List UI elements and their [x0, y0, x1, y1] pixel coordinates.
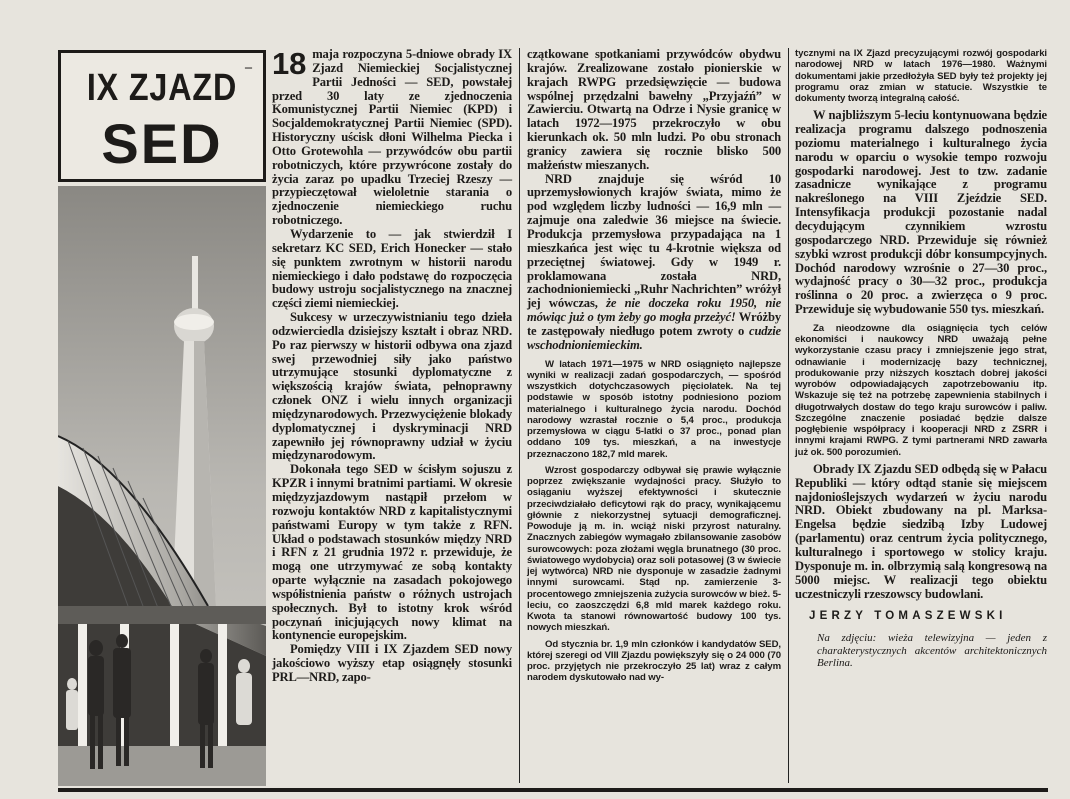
- column-divider-1: [519, 48, 520, 783]
- title-box: [58, 50, 266, 182]
- col2-small-paragraph-1: W latach 1971—1975 w NRD osiągnięto najlepsze wyniki w realizacji zadań gospodarczych, — spośród wszystkich dotychczasowych pięciolatek. Na tej podstawie w sposób istotny podniesiono poziom materialnego i kulturalnego życia narodu. Dochód narodowy wzrastał rocznie o 5,4 proc., produkcja przemysłowa w ciągu 5-latki o 37 proc., ponad plan oddano 109 tys. mieszkań, a na inwestycje przeznaczono 182,7 mld marek.: [527, 358, 781, 460]
- col2-paragraph-1: czątkowane spotkaniami przywódców obydwu krajów. Zrealizowane zostało pionierskie w krajach RWPG przedsięwzięcie — budowa wspólnej przędzalni bawełny „Przyjaźń” w Zawierciu. Otwartą na Odrze i Nysie granicę w latach 1972—1975 przekroczyło w obu kierunkach ok. 50 mln ludzi. Po obu stronach granicy zawiera się rocznie blisko 500 małżeństw mieszanych.: [527, 47, 781, 172]
- col3-small-paragraph-2: Za nieodzowne dla osiągnięcia tych celów ekonomiści i naukowcy NRD uważają pełne wykorzystanie czasu pracy i zmniejszenie jego strat, odnawianie i modernizację bazy technicznej, produkowanie przy niższych kosztach dobrej jakości wyrobów odpowiadających zapotrzebowaniu itp. Wskazuje się też na potrzebę zapewnienia stabilnych i długotrwałych dostaw do tego kraju surowców i paliw. Szczególne znaczenie posiadać będzie dalsze pogłębienie współpracy i kooperacji NRD z ZSRR i innymi krajami RWPG. Z tymi partnerami NRD zawarła już ok. 500 porozumień.: [795, 322, 1047, 458]
- col2-paragraph-2-quote-2: cudzie wschodnioniemieckim.: [527, 323, 781, 352]
- decorative-dash: –: [245, 60, 252, 75]
- col2-small-paragraph-2: Wzrost gospodarczy odbywał się prawie wyłącznie poprzez zwiększanie wydajności pracy. Służyło to osiąganiu wyższej efektywności i skutecznie przeciwdziałało deficytowi rąk do pracy, wynikającemu głównie z niekorzystnej sytuacji demograficznej. Powoduje ją m. in. wciąż niski przyrost naturalny. Znacznych zabiegów wymagało zbilansowanie zasobów surowcowych: poza złożami węgla brunatnego (30 proc. światowego wydobycia) oraz soli potasowej (3 w świecie jej wytwórca) NRD nie dysponuje w zasadzie żadnymi innymi surowcami. Stąd np. zamierzenie 3-procentowego zmniejszenia zużycia surowców w bież. 5-leciu, co zaoszczędzi 6,8 mld marek każdego roku. Kwota ta stanowi równowartość budowy 100 tys. nowych mieszkań.: [527, 464, 781, 634]
- title-line-1: IX ZJAZD: [86, 67, 238, 109]
- drop-number: 18: [272, 46, 307, 81]
- col2-paragraph-2-text-a: NRD znajduje się wśród 10 uprzemysłowionych krajów świata, mimo że pod względem liczby ludności — 16,9 mln — zajmuje ona zaledwie 36 miejsce na świecie. Produkcja przemysłowa przypadająca na 1 mieszkańca jest więc tu 4-krotnie większa od przeciętnej światowej. Gdy w 1949 r. proklamowana została NRD, zachodnioniemiecki „Ruhr Nachrichten” wróżył jej wówczas,: [527, 171, 781, 311]
- col1-paragraph-4: Dokonała tego SED w ścisłym sojuszu z KPZR i innymi bratnimi partiami. W okresie międzyzjazdowym nastąpił przełom w rozwoju kontaktów NRD z kapitalistycznymi państwami Europy w tym także z RFN. Układ o podstawach stosunków między NRD i RFN z 21 grudnia 1972 r. przewiduje, że mogą one utrzymywać ze sobą kontakty oparte wyłącznie na zasadach pokojowego współistnienia państw o różnych ustrojach społecznych. Był to istotny krok wśród poczynań inicjujących nowy klimat na kontynencie europejskim.: [272, 462, 512, 643]
- col3-paragraph-2: Obrady IX Zjazdu SED odbędą się w Pałacu Republiki — który odtąd stanie się miejscem najdonioślejszych wydarzeń w życiu narodu NRD. Obiekt zbudowany na pl. Marksa-Engelsa będzie siedzibą Izby Ludowej (parlamentu) oraz centrum życia politycznego, kulturalnego i sportowego w stolicy kraju. Dysponuje m. in. olbrzymią salą kongresową na 5000 miejsc. W realizacji tego obiektu uczestniczyli rzeszowscy budowlani.: [795, 461, 1047, 601]
- col1-paragraph-5: Pomiędzy VIII i IX Zjazdem SED nowy jakościowo wyższy etap osiągnęły stosunki PRL—NRD, zapo-: [272, 642, 512, 684]
- article-column-3: [795, 48, 1047, 670]
- col2-paragraph-2: [527, 173, 781, 353]
- col3-small-paragraph-1: tycznymi na IX Zjazd precyzującymi rozwój gospodarki narodowej NRD w latach 1976—1980. Ważnymi dokumentami jakie przedłożyła SED były też projekty jej programu oraz zmian w statucie. Wszystkie te dokumenty tworzą integralną całość.: [795, 48, 1047, 104]
- col1-paragraph-3: Sukcesy w urzeczywistnianiu tego dzieła odzwierciedla dzisiejszy kształt i obraz NRD. Po raz pierwszy w historii odbywa ona zjazd swej przewodniej siły jako państwo utrzymujące stosunki dyplomatyczne z większością krajów świata, pełnoprawny członek ONZ i wielu innych organizacji międzynarodowych. Przezwyciężenie blokady dyplomatycznej i dyskryminacji NRD zapewniło jej równoprawny udział w życiu międzynarodowym.: [272, 310, 512, 463]
- footer-rule: [58, 788, 1048, 792]
- col1-paragraph-1: maja rozpoczyna 5-dniowe obrady IX Zjazd Niemieckiej Socjalistycznej Partii Jedności — SED, powstałej przed 30 laty ze zjednoczenia Komunistycznej Partii Niemiec (KPD) i Socjaldemokratycznej Partii Niemiec (SPD). Historyczny uścisk dłoni Wilhelma Piecka i Otto Grotewohla — przywódców obu partii robotniczych, które przywrócone zostały do życia zaraz po upadku Trzeciej Rzeszy — przypieczętował wieloletnie starania o zjednoczenie niemieckiego ruchu robotniczego.: [272, 47, 512, 228]
- col3-paragraph-1: W najbliższym 5-leciu kontynuowana będzie realizacja programu dalszego podnoszenia poziomu materialnego i kulturalnego życia narodu w oparciu o wysokie tempo rozwoju gospodarki narodowej. Jest to tzw. zadanie zasadnicze wynikające z programu nakreślonego na VIII Zjeździe SED. Intensyfikacja produkcji pozostanie nadal decydującym czynnikiem wzrostu gospodarczego NRD. Przewiduje się również szybki wzrost produkcji dóbr konsumpcyjnych. Dochód narodowy wzrośnie o 27—30 proc., wydajność pracy o 30—32 proc., produkcja roślinna o 20 proc. a zwierzęca o 9 proc. Przewiduje się wybudowanie 550 tys. mieszkań.: [795, 108, 1047, 317]
- col2-paragraph-2-text-b: Wróżby te zastępowały niedługo potem zwroty o: [527, 310, 781, 338]
- photo-tv-tower: [58, 186, 266, 786]
- title-line-2: SED: [101, 112, 223, 175]
- col2-paragraph-2-quote: że nie doczeka roku 1950, nie mówiąc już o tym żeby go mogła przeżyć!: [527, 296, 782, 325]
- col1-paragraph-2: Wydarzenie to — jak stwierdził I sekretarz KC SED, Erich Honecker — stało się punktem zwrotnym w historii narodu niemieckiego i dało podstawę do rozpoczęcia budowy ustroju socjalistycznego na znacznej części ziemi niemieckiej.: [272, 226, 512, 311]
- author-name: JERZY TOMASZEWSKI: [809, 610, 1007, 623]
- column-divider-2: [788, 48, 789, 783]
- col2-small-paragraph-3: Od stycznia br. 1,9 mln członków i kandydatów SED, której szeregi od VIII Zjazdu powiększyły się o 24 000 (70 proc. przyjętych nie przekroczyło 25 lat) wraz z całym narodem dyskutowało nad wy-: [527, 638, 781, 684]
- tv-tower-image: [58, 186, 266, 786]
- article-column-1: [272, 48, 512, 685]
- photo-caption: Na zdjęciu: wieża telewizyjna — jeden z charakterystycznych akcentów architektonicznych Berlina.: [817, 632, 1047, 670]
- article-column-2: [527, 48, 781, 684]
